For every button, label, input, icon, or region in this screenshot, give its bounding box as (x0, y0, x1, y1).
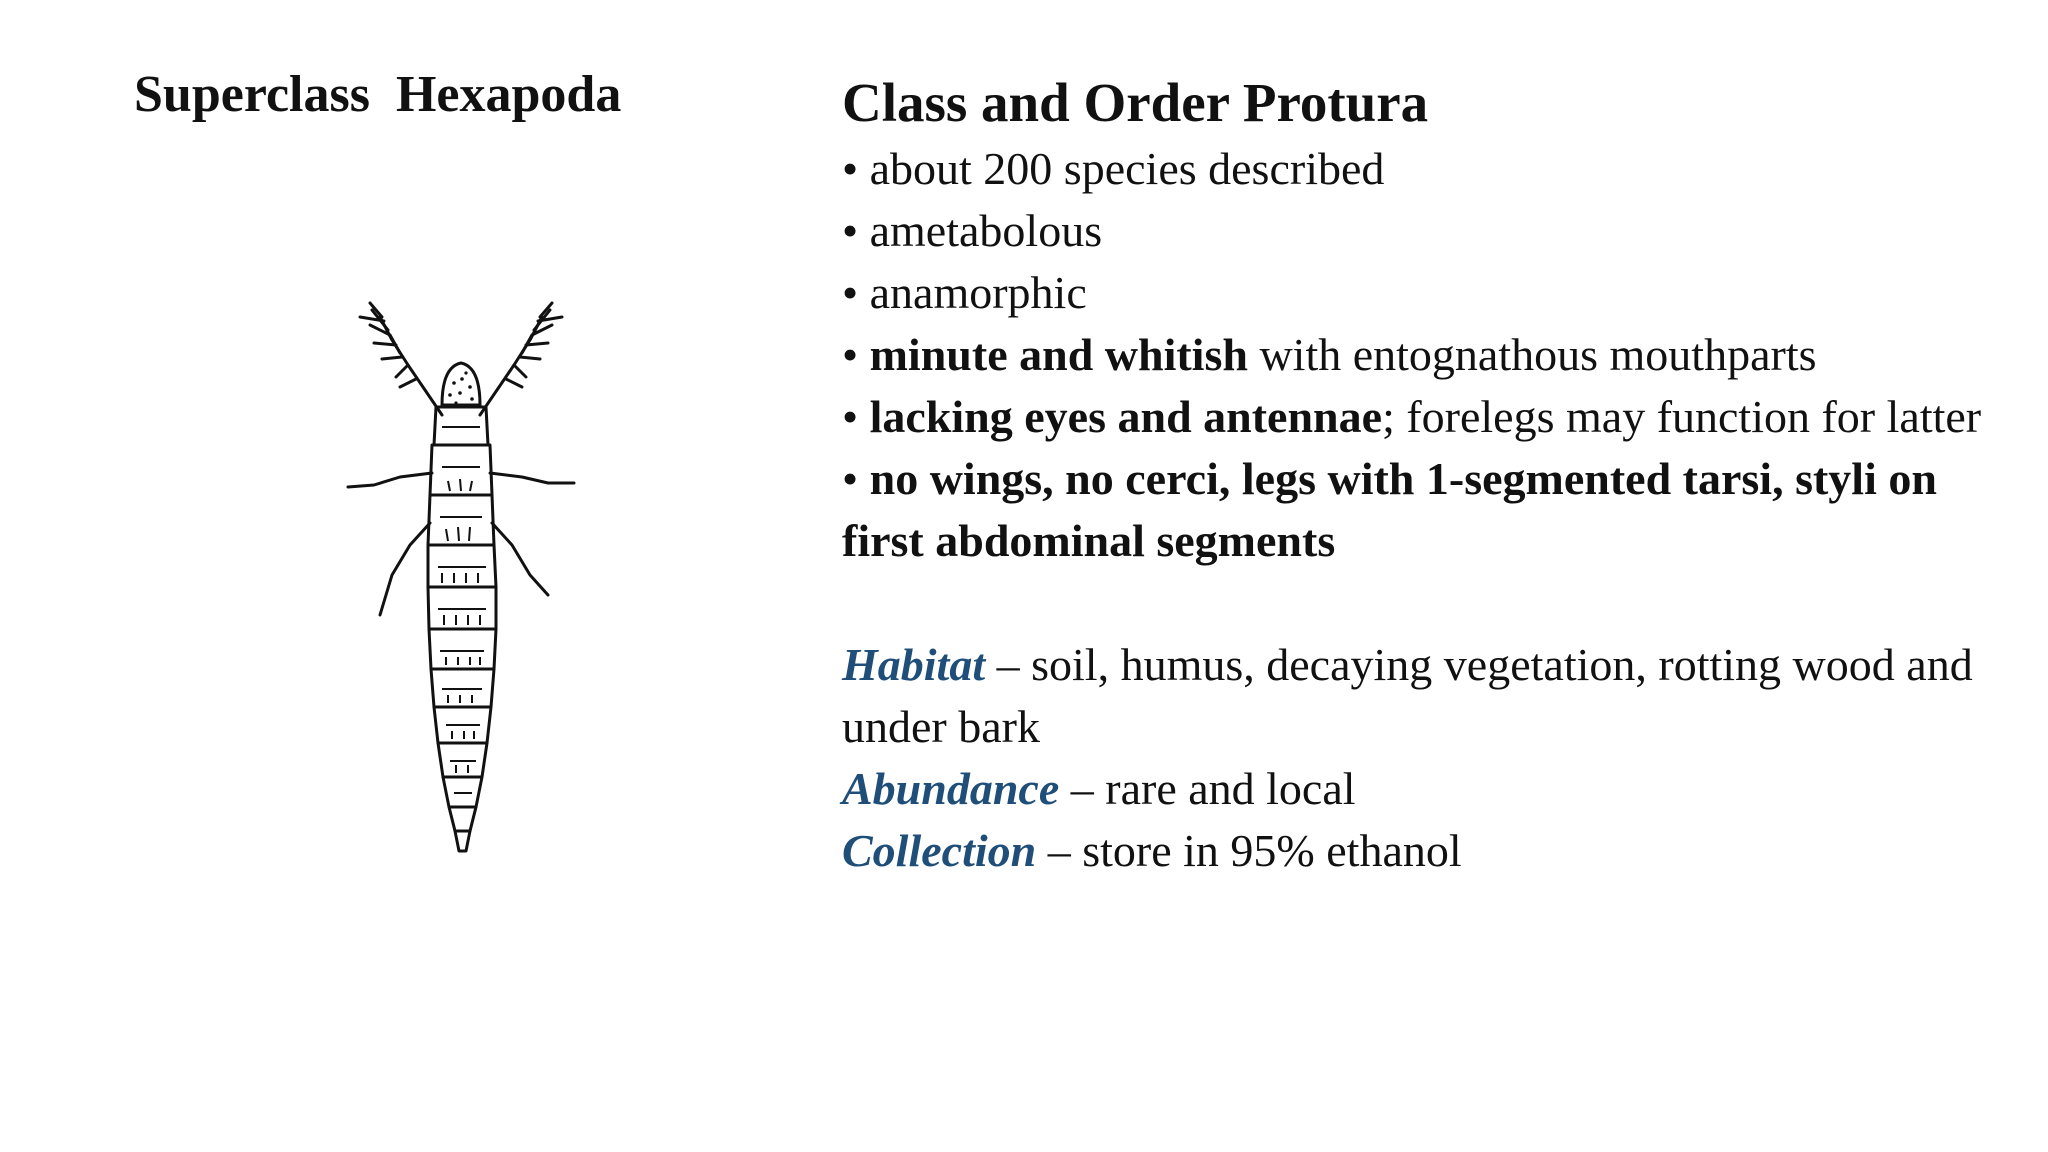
bullet-marker: • (842, 452, 870, 504)
bullet-marker: • (842, 204, 870, 256)
collection-text: – store in 95% ethanol (1036, 824, 1462, 876)
bullet-marker: • (842, 266, 870, 318)
collection-label: Collection (842, 824, 1037, 876)
bullet-marker: • (842, 142, 870, 194)
bullet-text: about 200 species described (869, 142, 1385, 194)
spacer (842, 572, 1992, 634)
bullet-text: anamorphic (869, 266, 1087, 318)
habitat-label: Habitat (842, 638, 986, 690)
class-title: Class and Order Protura (842, 72, 1429, 133)
proturan-illustration (330, 295, 590, 865)
list-item (842, 448, 1992, 572)
habitat-text: – soil, humus, decaying vegetation, rotting wood and under bark (842, 638, 1973, 752)
bullet-text: ametabolous (869, 204, 1103, 256)
bullet-text: ; forelegs may function for latter (1382, 390, 1982, 442)
list-item (842, 200, 1992, 262)
list-item (842, 138, 1992, 200)
abundance-text: – rare and local (1059, 762, 1356, 814)
abundance-label: Abundance (842, 762, 1060, 814)
bullet-text: with entognathous mouthparts (1247, 328, 1817, 380)
content-panel (842, 72, 1992, 882)
superclass-title: Superclass Hexapoda (134, 66, 622, 123)
characteristics-list (842, 138, 1992, 572)
collection-line (842, 820, 1992, 882)
list-item (842, 324, 1992, 386)
list-item (842, 262, 1992, 324)
bullet-bold-text: lacking eyes and antennae (869, 390, 1383, 442)
bullet-bold-text: minute and whitish (869, 328, 1248, 380)
bullet-marker: • (842, 328, 870, 380)
abundance-line (842, 758, 1992, 820)
list-item (842, 386, 1992, 448)
bullet-marker: • (842, 390, 870, 442)
habitat-line (842, 634, 1992, 758)
bullet-bold-text: no wings, no cerci, legs with 1-segmented tarsi, styli on first abdominal segments (842, 452, 1937, 566)
ecology-info (842, 634, 1992, 882)
